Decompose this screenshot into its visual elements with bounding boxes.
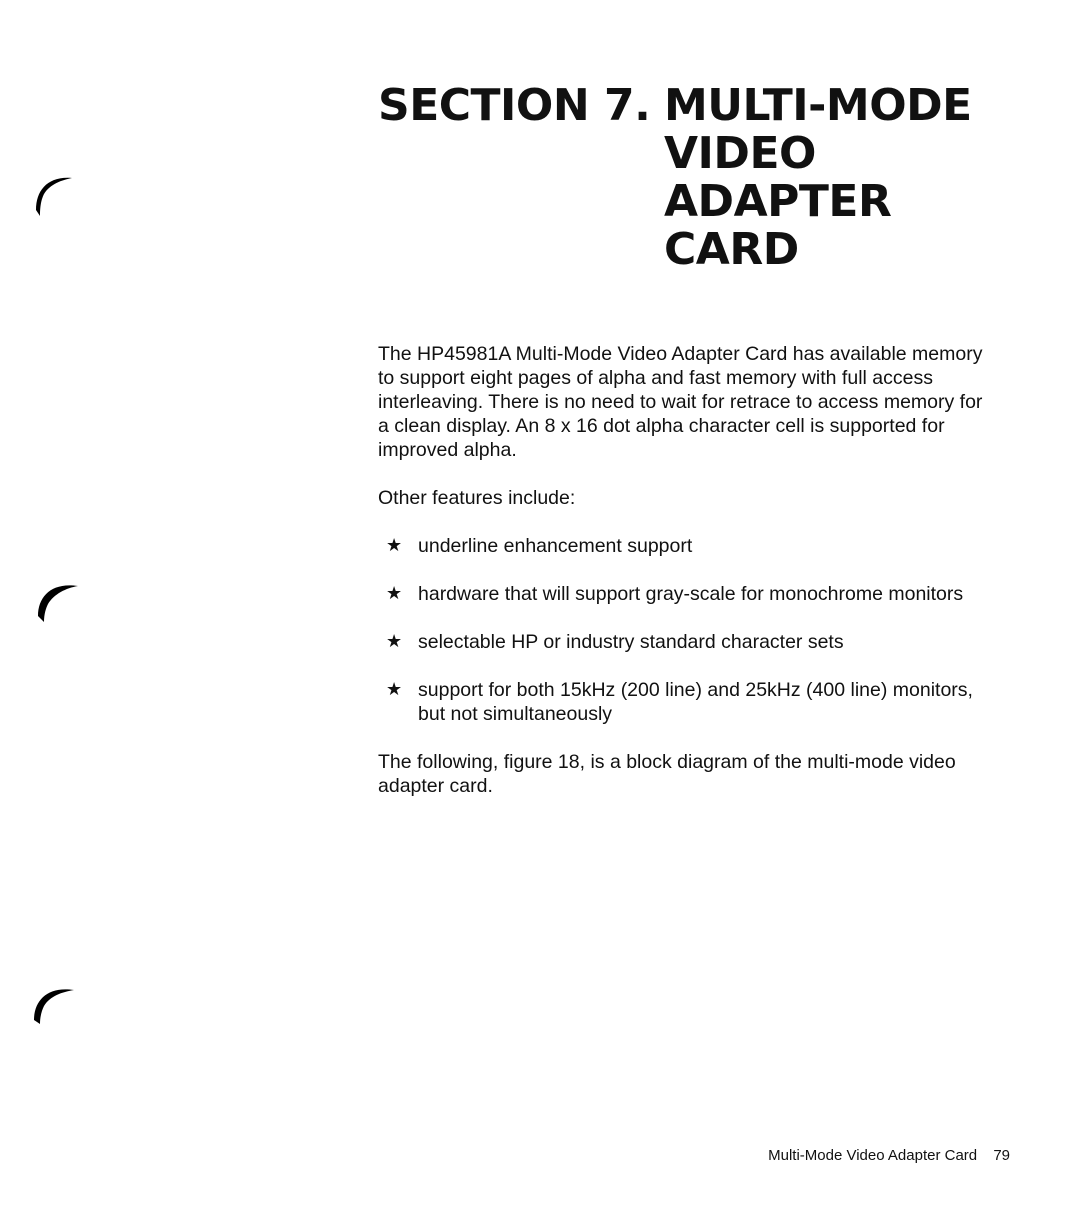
list-item <box>378 630 998 654</box>
star-bullet-icon: ★ <box>386 631 403 652</box>
section-title-line: ADAPTER <box>664 176 892 227</box>
section-title-line: CARD <box>664 224 799 275</box>
list-item <box>378 582 998 606</box>
closing-paragraph: The following, figure 18, is a block diagram of the multi-mode video adapter card. <box>378 751 956 797</box>
feature-text: hardware that will support gray-scale for monochrome monitors <box>418 583 964 605</box>
page-number: 79 <box>993 1147 1010 1164</box>
binder-hole-icon <box>36 578 80 626</box>
feature-text: support for both 15kHz (200 line) and 25kHz (400 line) monitors, but not simultaneously <box>418 679 973 725</box>
feature-text: selectable HP or industry standard character sets <box>418 631 844 653</box>
intro-paragraph: The HP45981A Multi-Mode Video Adapter Card has available memory to support eight pages of alpha and fast memory with full access interleaving. There is no need to wait for retrace to access memory for a clean display. An 8 x 16 dot alpha character cell is supported for improved alpha. <box>378 343 983 461</box>
running-title: Multi-Mode Video Adapter Card <box>768 1147 978 1164</box>
list-item <box>378 678 998 726</box>
binder-hole-icon <box>32 170 76 218</box>
body-text <box>378 342 998 822</box>
section-title-line: VIDEO <box>664 128 816 179</box>
feature-list <box>378 534 998 726</box>
list-item <box>378 534 998 558</box>
page-footer <box>700 1146 1010 1166</box>
section-title <box>664 82 972 274</box>
binder-hole-icon <box>32 980 76 1028</box>
section-title-line: MULTI-MODE <box>664 80 972 131</box>
feature-text: underline enhancement support <box>418 535 693 557</box>
star-bullet-icon: ★ <box>386 535 403 556</box>
star-bullet-icon: ★ <box>386 679 403 700</box>
features-intro: Other features include: <box>378 487 576 509</box>
star-bullet-icon: ★ <box>386 583 403 604</box>
section-label: SECTION 7. <box>378 80 651 131</box>
